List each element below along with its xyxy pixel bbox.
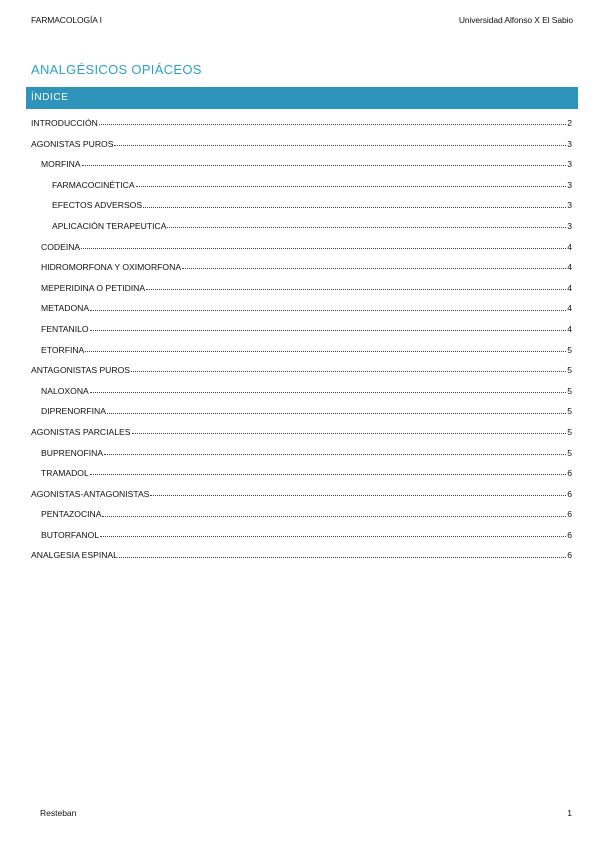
toc-entry-page[interactable]: 5 [567, 426, 572, 437]
toc-dot-leader [90, 309, 566, 311]
toc-dot-leader [143, 206, 566, 208]
header-university: Universidad Alfonso X El Sabio [458, 15, 573, 25]
toc-entry[interactable] [31, 113, 572, 134]
toc-entry-label[interactable]: INTRODUCCIÓN [31, 118, 98, 128]
toc-entry[interactable] [31, 257, 572, 278]
toc-entry[interactable] [31, 443, 572, 464]
toc-entry-page[interactable]: 5 [567, 385, 572, 396]
header-course: FARMACOLOGÍA I [31, 15, 102, 25]
toc-entry-label[interactable]: NALOXONA [41, 385, 89, 396]
toc-entry-page[interactable]: 3 [567, 220, 572, 231]
toc-entry[interactable] [31, 216, 572, 237]
toc-entry-page[interactable]: 5 [567, 447, 572, 458]
toc-entry-label[interactable]: ANTAGONISTAS PUROS [31, 365, 130, 376]
toc-entry-page[interactable]: 3 [567, 138, 572, 149]
toc-entry-page[interactable]: 4 [567, 303, 572, 314]
toc-dot-leader [167, 226, 566, 228]
toc-entry-page[interactable]: 6 [567, 468, 572, 479]
toc-entry-label[interactable]: FENTANILO [41, 323, 89, 334]
toc-entry[interactable] [31, 278, 572, 299]
toc-dot-leader [81, 247, 566, 249]
toc-entry-page[interactable]: 3 [567, 179, 572, 190]
page-number: 1 [567, 808, 572, 818]
toc-entry[interactable] [31, 422, 572, 443]
toc-entry-page[interactable]: 4 [567, 262, 572, 273]
toc-dot-leader [102, 515, 566, 517]
toc-entry[interactable] [31, 175, 572, 196]
toc-dot-leader [131, 370, 566, 372]
toc-entry-label[interactable]: TRAMADOL [41, 468, 89, 479]
toc-entry-label[interactable]: DIPRENORFINA [41, 406, 106, 417]
toc-dot-leader [132, 432, 567, 434]
toc-entry-label[interactable]: HIDROMORFONA Y OXIMORFONA [41, 262, 182, 273]
toc-entry[interactable] [31, 154, 572, 175]
toc-entry[interactable] [31, 195, 572, 216]
toc-entry[interactable] [31, 463, 572, 484]
toc-entry-page[interactable]: 6 [567, 529, 572, 540]
toc-entry[interactable] [31, 360, 572, 381]
toc-dot-leader [150, 494, 566, 496]
toc-entry-label[interactable]: MORFINA [41, 159, 81, 170]
toc-dot-leader [146, 288, 566, 290]
toc-dot-leader [82, 164, 567, 166]
toc-entry-label[interactable]: AGONISTAS PUROS [31, 138, 114, 149]
toc-entry-label[interactable]: AGONISTAS-ANTAGONISTAS [31, 488, 150, 499]
toc-entry-label[interactable]: FARMACOCINÉTICA [52, 179, 135, 190]
toc-dot-leader [90, 473, 566, 475]
toc-entry-label[interactable]: ETORFINA [41, 344, 85, 355]
toc-dot-leader [182, 267, 566, 269]
toc-dot-leader [107, 412, 566, 414]
toc-entry-label[interactable]: MEPERIDINA O PETIDINA [41, 282, 146, 293]
toc-entry-label[interactable]: APLICACIÓN TERAPEUTICA [52, 220, 167, 231]
toc-entry-label[interactable]: PENTAZOCINA [41, 509, 102, 520]
toc-entry[interactable] [31, 545, 572, 566]
toc-entry-page[interactable]: 6 [567, 509, 572, 520]
toc-entry-page[interactable]: 5 [567, 365, 572, 376]
toc-entry[interactable] [31, 401, 572, 422]
toc-entry-label[interactable]: EFECTOS ADVERSOS [52, 200, 143, 211]
toc-dot-leader [90, 329, 567, 331]
toc-entry-page[interactable]: 6 [567, 488, 572, 499]
toc-dot-leader [119, 556, 566, 558]
toc-entry-label[interactable]: ANALGESIA ESPINAL [31, 550, 118, 561]
toc-dot-leader [100, 535, 566, 537]
toc-entry-page[interactable]: 4 [567, 241, 572, 252]
toc-entry-label[interactable]: METADONA [41, 303, 90, 314]
toc-entry-label[interactable]: AGONISTAS PARCIALES [31, 426, 131, 437]
toc-entry[interactable] [31, 484, 572, 505]
toc-entry[interactable] [31, 319, 572, 340]
toc-entry-page[interactable]: 3 [567, 159, 572, 170]
footer-author: Resteban [40, 808, 77, 818]
index-heading-bar [26, 87, 578, 109]
toc-entry-page[interactable]: 3 [567, 200, 572, 211]
document-title: ANALGÉSICOS OPIÁCEOS [31, 62, 202, 77]
table-of-contents [31, 113, 572, 566]
toc-entry[interactable] [31, 340, 572, 361]
toc-entry-label[interactable]: CODEINA [41, 241, 81, 252]
toc-entry[interactable] [31, 298, 572, 319]
toc-entry-page[interactable]: 2 [567, 118, 572, 128]
toc-entry[interactable] [31, 381, 572, 402]
toc-dot-leader [114, 144, 566, 146]
toc-entry[interactable] [31, 525, 572, 546]
toc-entry-label[interactable]: BUPRENOFINA [41, 447, 104, 458]
toc-entry[interactable] [31, 504, 572, 525]
toc-dot-leader [85, 350, 566, 352]
toc-entry-label[interactable]: BUTORFANOL [41, 529, 100, 540]
toc-dot-leader [99, 123, 566, 125]
index-heading: ÍNDICE [31, 92, 69, 103]
toc-entry[interactable] [31, 134, 572, 155]
page-footer [40, 808, 572, 822]
toc-entry-page[interactable]: 5 [567, 344, 572, 355]
toc-entry-page[interactable]: 5 [567, 406, 572, 417]
toc-dot-leader [90, 391, 566, 393]
toc-entry-page[interactable]: 6 [567, 550, 572, 561]
toc-entry-page[interactable]: 4 [567, 323, 572, 334]
toc-dot-leader [136, 185, 567, 187]
toc-entry[interactable] [31, 237, 572, 258]
toc-entry-page[interactable]: 4 [567, 282, 572, 293]
toc-dot-leader [104, 453, 566, 455]
page-header [31, 15, 573, 29]
